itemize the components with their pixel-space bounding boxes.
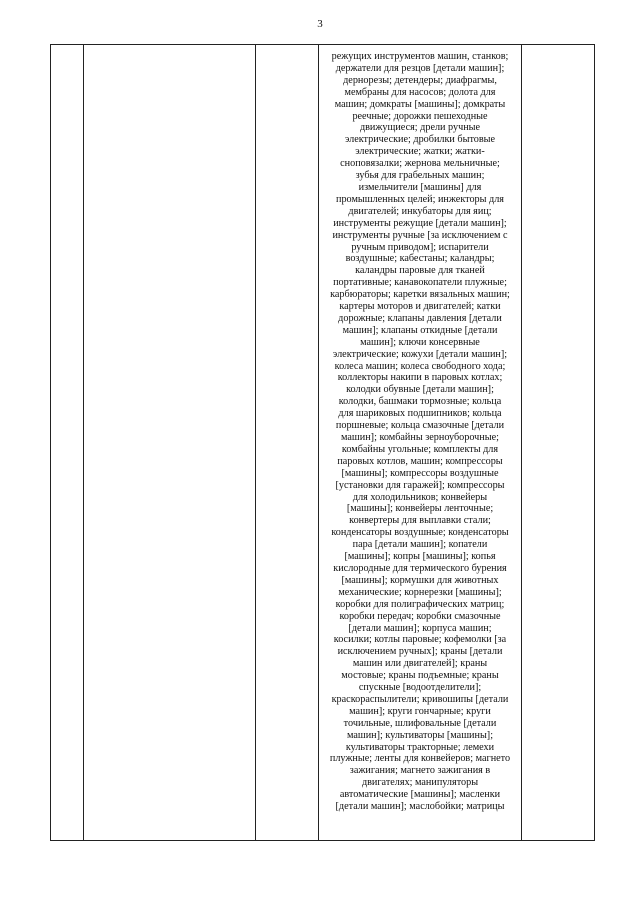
goods-text-line: колодки, башмаки тормозные; кольца <box>338 396 502 408</box>
goods-text-line: сноповязалки; жернова мельничные; <box>340 158 500 170</box>
goods-text-line: конденсаторы воздушные; конденсаторы <box>331 527 509 539</box>
goods-text-line: для холодильников; конвейеры <box>352 491 488 503</box>
goods-text-line: каландры паровые для тканей <box>355 265 485 277</box>
goods-text-line: промышленных целей; инжекторы для <box>336 193 504 205</box>
goods-text-line: автоматические [машины]; масленки <box>339 789 501 801</box>
goods-text-line: режущих инструментов машин, станков; <box>331 51 509 62</box>
goods-text-line: зажигания; магнето зажигания в <box>349 765 491 777</box>
goods-text-line: машин; домкраты [машины]; домкраты <box>334 98 506 110</box>
goods-text-line: коллекторы накипи в паровых котлах; <box>337 372 503 384</box>
goods-text-line: зубья для грабельных машин; <box>355 170 485 182</box>
goods-text-line: коробки передач; коробки смазочные <box>339 610 501 622</box>
goods-text-line: [машины]; конвейеры ленточные; <box>346 503 494 515</box>
goods-text-line: исключением ручных]; краны [детали <box>337 646 503 658</box>
goods-text-line: измельчители [машины] для <box>358 181 482 193</box>
goods-text-line: паровых котлов, машин; компрессоры <box>337 455 503 467</box>
goods-text-line: косилки; котлы паровые; кофемолки [за <box>333 634 507 646</box>
goods-text-line: машин]; клапаны откидные [детали <box>342 324 498 336</box>
goods-text-line: коробки для полиграфических матриц; <box>335 598 505 610</box>
goods-text-line: электрические; дробилки бытовые <box>344 134 496 146</box>
goods-text-line: картеры моторов и двигателей; катки <box>339 301 501 313</box>
goods-text-line: машин или двигателей]; краны <box>352 658 488 670</box>
goods-text-line: комбайны угольные; комплекты для <box>341 443 499 455</box>
goods-text-line: двигателях; манипуляторы <box>361 777 479 789</box>
goods-text-line: электрические; жатки; жатки- <box>355 146 485 158</box>
goods-text-line: карбюраторы; каретки вязальных машин; <box>330 289 510 301</box>
page-number: 3 <box>317 18 323 30</box>
goods-text-line: машин]; культиваторы [машины]; <box>346 729 494 741</box>
goods-text-line: машин]; круги гончарные; круги <box>349 705 491 717</box>
goods-text-line: держатели для резцов [детали машин]; <box>335 62 505 74</box>
goods-text-line: инструменты режущие [детали машин]; <box>333 217 507 229</box>
goods-list-cell <box>319 51 521 813</box>
column-divider <box>83 45 84 840</box>
goods-text-line: [детали машин]; корпуса машин; <box>348 622 492 634</box>
goods-text-line: механические; корнерезки [машины]; <box>338 586 502 598</box>
goods-text-line: электрические; кожухи [детали машин]; <box>332 348 508 360</box>
goods-text-line: для шариковых подшипников; кольца <box>338 408 502 420</box>
goods-text-line: [машины]; компрессоры воздушные <box>341 467 499 479</box>
goods-text-line: [машины]; копры [машины]; копья <box>344 551 496 563</box>
goods-text-line: поршневые; кольца смазочные [детали <box>335 420 505 432</box>
goods-text-line: точильные, шлифовальные [детали <box>343 717 497 729</box>
goods-text-line: мостовые; краны подъемные; краны <box>341 670 499 682</box>
goods-text-line: дорожные; клапаны давления [детали <box>338 312 502 324</box>
goods-text-line: культиваторы тракторные; лемехи <box>345 741 495 753</box>
goods-text-line: [установки для гаражей]; компрессоры <box>335 479 505 491</box>
goods-text-line: [детали машин]; маслобойки; матрицы <box>335 801 505 813</box>
goods-text-line: колеса машин; колеса свободного хода; <box>334 360 506 372</box>
goods-text-line: портативные; канавокопатели плужные; <box>333 277 507 289</box>
goods-text-line: машин]; ключи консервные <box>360 336 480 348</box>
goods-text-line: ручным приводом]; испарители <box>351 241 489 253</box>
goods-text-line: двигателей; инкубаторы для яиц; <box>348 205 492 217</box>
goods-text-line: мембраны для насосов; долота для <box>344 86 496 98</box>
column-divider <box>255 45 256 840</box>
column-divider <box>521 45 522 840</box>
goods-table <box>50 44 595 841</box>
goods-text-line: спускные [водоотделители]; <box>358 682 482 694</box>
goods-text-line: плужные; ленты для конвейеров; магнето <box>329 753 511 765</box>
goods-text-line: кислородные для термического бурения <box>333 562 507 574</box>
goods-text-line: машин]; комбайны зерноуборочные; <box>341 432 499 443</box>
goods-text-line: пара [детали машин]; копатели <box>352 539 488 551</box>
goods-text-line: краскораспылители; кривошипы [детали <box>331 693 509 705</box>
goods-text-line: колодки обувные [детали машин]; <box>346 384 494 396</box>
goods-text-line: конвертеры для выплавки стали; <box>349 515 491 527</box>
goods-text-line: воздушные; кабестаны; каландры; <box>345 253 495 265</box>
goods-text-line: реечные; дорожки пешеходные <box>352 110 488 122</box>
goods-text-line: инструменты ручные [за исключением с <box>332 229 508 241</box>
goods-text-line: движущиеся; дрели ручные <box>359 122 481 134</box>
goods-text-line: дернорезы; детендеры; диафрагмы, <box>343 74 497 86</box>
goods-text-line: [машины]; кормушки для животных <box>341 574 499 586</box>
